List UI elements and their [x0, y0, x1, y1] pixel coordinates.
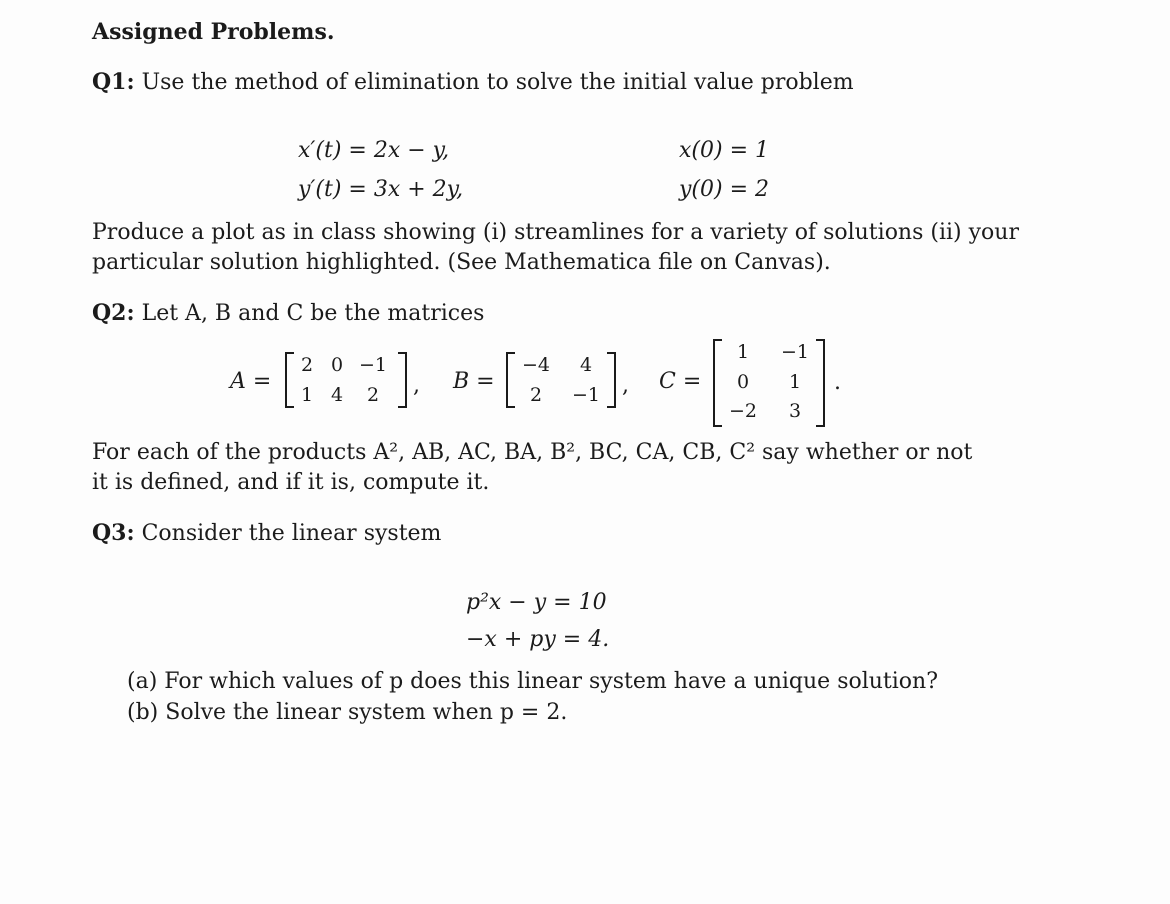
matrix-a-cell: 4: [330, 384, 344, 406]
q3-part-b-label: (b): [127, 700, 159, 725]
matrix-c-cell: 1: [736, 341, 750, 363]
q3-text: Consider the linear system: [141, 521, 442, 546]
q3-prompt: [92, 518, 441, 549]
q2-label: Q2:: [92, 300, 135, 326]
matrix-a-cell: −1: [358, 354, 387, 376]
matrix-a-cell: 1: [300, 384, 314, 406]
document-title: Assigned Problems.: [92, 19, 335, 45]
q3-equation-1: p²x − y = 10: [466, 590, 607, 615]
q3-part-a: [127, 667, 938, 697]
matrix-a-cell: 2: [300, 354, 314, 376]
q3-label: Q3:: [92, 520, 135, 546]
q1-equation-1: x′(t) = 2x − y,: [298, 138, 450, 163]
q1-paragraph-line-1: Produce a plot as in class showing (i) streamlines for a variety of solutions (ii) your: [92, 220, 1019, 245]
q2-prompt: [92, 298, 484, 329]
q2-paragraph-line-2: it is defined, and if it is, compute it.: [92, 470, 490, 495]
q3-part-a-text: For which values of p does this linear system have a unique solution?: [164, 669, 939, 694]
q1-paragraph-line-2: particular solution highlighted. (See Mathematica file on Canvas).: [92, 250, 831, 275]
matrix-b-cell: 4: [579, 354, 593, 376]
matrix-c-cell: 0: [736, 371, 750, 393]
matrix-b-cell: −1: [571, 384, 600, 406]
matrix-b-comma: ,: [622, 373, 629, 398]
matrix-a-cell: 0: [330, 354, 344, 376]
matrix-a-comma: ,: [413, 373, 420, 398]
matrix-c-cell: −1: [780, 341, 809, 363]
q1-text: Use the method of elimination to solve the initial value problem: [141, 70, 854, 95]
matrix-b: [506, 352, 616, 408]
q3-part-a-label: (a): [127, 669, 158, 694]
q2-paragraph-line-1: For each of the products A², AB, AC, BA, B², BC, CA, CB, C² say whether or not: [92, 440, 973, 465]
matrix-c-period: .: [834, 370, 841, 395]
matrix-c-cell: −2: [728, 400, 757, 422]
matrix-c-cell: 1: [788, 371, 802, 393]
q3-equation-2: −x + py = 4.: [466, 627, 610, 652]
matrix-c-name: C =: [659, 369, 702, 394]
matrix-b-cell: 2: [529, 384, 543, 406]
q1-initial-condition-2: y(0) = 2: [679, 177, 770, 202]
matrix-c: [713, 339, 825, 427]
q3-part-b: [127, 698, 567, 728]
q3-part-b-text: Solve the linear system when p = 2.: [165, 700, 568, 725]
matrix-c-cell: 3: [788, 400, 802, 422]
matrix-a-name: A =: [230, 369, 272, 394]
q2-text: Let A, B and C be the matrices: [141, 301, 485, 326]
matrix-a: [285, 352, 407, 408]
matrix-b-name: B =: [453, 369, 495, 394]
q1-equation-2: y′(t) = 3x + 2y,: [298, 177, 464, 202]
q1-prompt: [92, 67, 854, 98]
matrix-a-cell: 2: [366, 384, 380, 406]
q1-label: Q1:: [92, 69, 135, 95]
q1-initial-condition-1: x(0) = 1: [679, 138, 769, 163]
matrix-b-cell: −4: [521, 354, 550, 376]
